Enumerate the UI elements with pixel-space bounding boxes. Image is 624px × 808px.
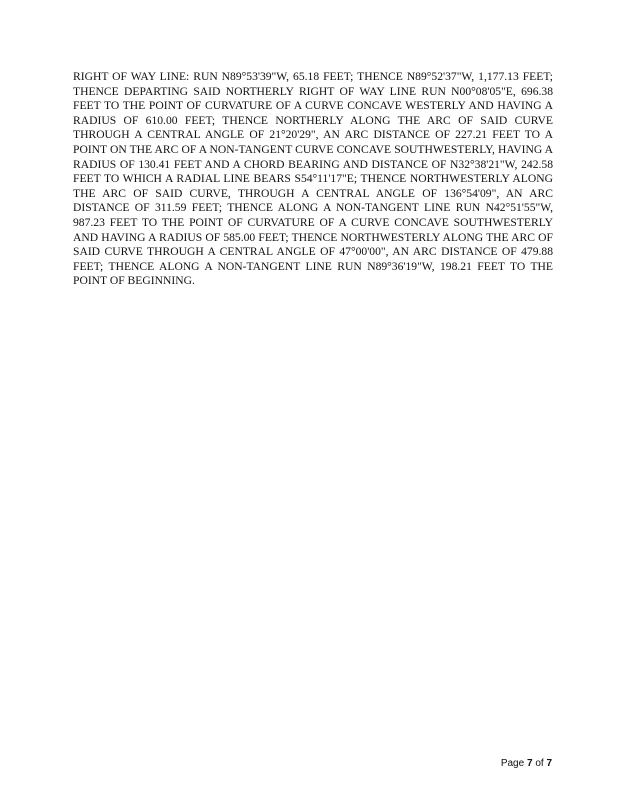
page-number-footer <box>501 758 552 769</box>
of-word: of <box>535 758 544 769</box>
total-page-count: 7 <box>546 758 552 769</box>
current-page-number: 7 <box>526 758 533 769</box>
legal-description-paragraph: RIGHT OF WAY LINE: RUN N89°53'39"W, 65.18 FEET; THENCE N89°52'37"W, 1,177.13 FEET; THENCE DEPARTING SAID NORTHERLY RIGHT OF WAY LINE RUN N00°08'05"E, 696.38 FEET TO THE POINT OF CURVATURE OF A CURVE CONCAVE WESTERLY AND HAVING A RADIUS OF 610.00 FEET; THENCE NORTHERLY ALONG THE ARC OF SAID CURVE THROUGH A CENTRAL ANGLE OF 21°20'29", AN ARC DISTANCE OF 227.21 FEET TO A POINT ON THE ARC OF A NON-TANGENT CURVE CONCAVE SOUTHWESTERLY, HAVING A RADIUS OF 130.41 FEET AND A CHORD BEARING AND DISTANCE OF N32°38'21"W, 242.58 FEET TO WHICH A RADIAL LINE BEARS S54°11'17"E; THENCE NORTHWESTERLY ALONG THE ARC OF SAID CURVE, THROUGH A CENTRAL ANGLE OF 136°54'09", AN ARC DISTANCE OF 311.59 FEET; THENCE ALONG A NON-TANGENT LINE RUN N42°51'55"W, 987.23 FEET TO THE POINT OF CURVATURE OF A CURVE CONCAVE SOUTHWESTERLY AND HAVING A RADIUS OF 585.00 FEET; THENCE NORTHWESTERLY ALONG THE ARC OF SAID CURVE THROUGH A CENTRAL ANGLE OF 47°00'00", AN ARC DISTANCE OF 479.88 FEET; THENCE ALONG A NON-TANGENT LINE RUN N89°36'19"W, 198.21 FEET TO THE POINT OF BEGINNING. <box>73 70 553 288</box>
page-word: Page <box>500 758 525 769</box>
